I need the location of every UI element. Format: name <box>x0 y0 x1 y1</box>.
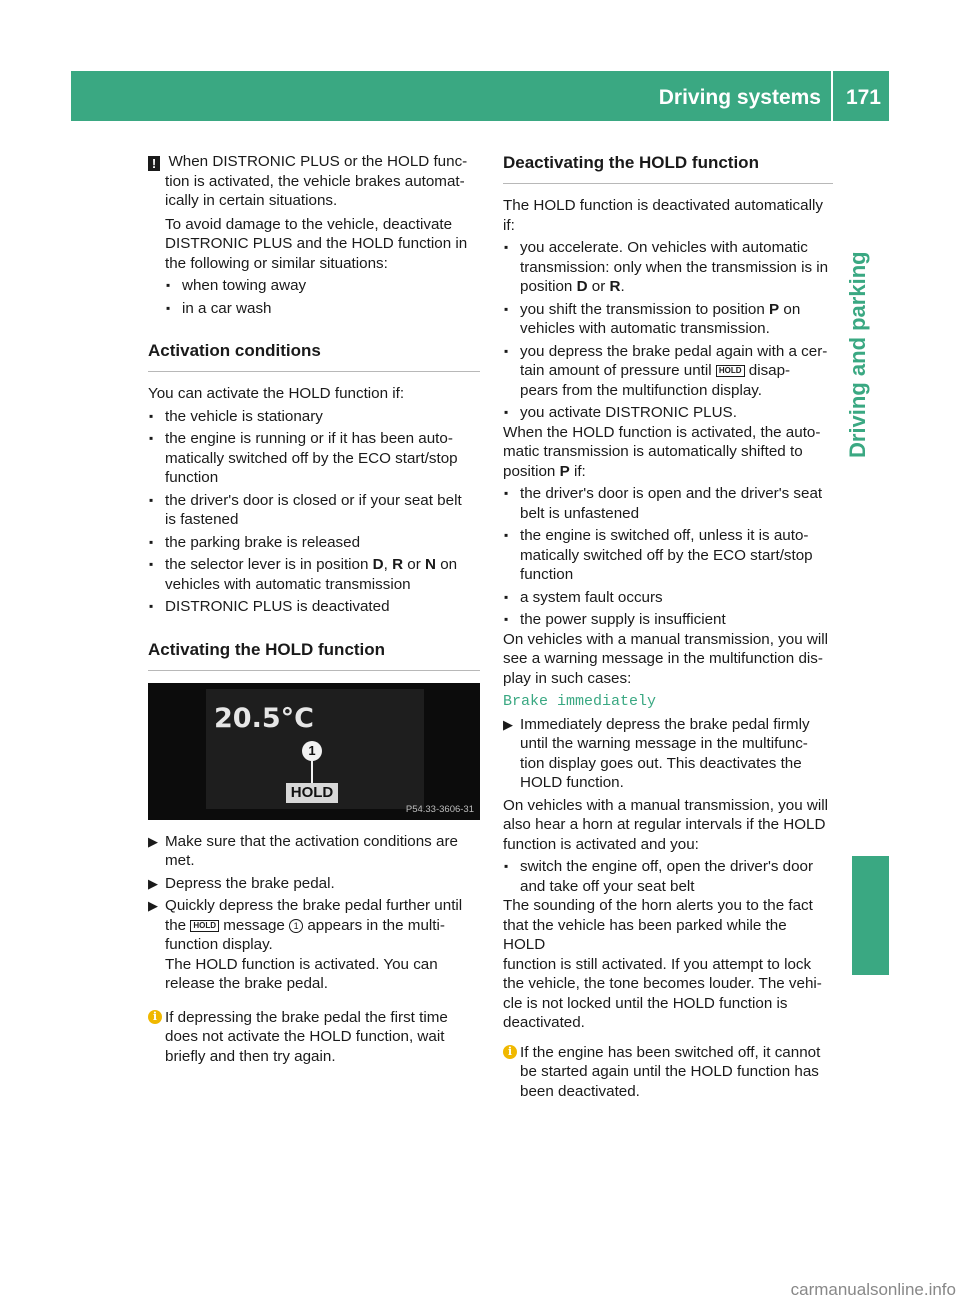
list-item: ▪ you depress the brake pedal again with a cer- tain amount of pressure until HOLD disap- pears from the multifunction display. <box>504 342 828 399</box>
display-message: Brake immediately <box>503 693 657 710</box>
arrow-icon: ▶ <box>148 875 158 891</box>
info-icon: i <box>148 1010 162 1024</box>
page-header <box>71 71 889 121</box>
step-item: ▶ Immediately depress the brake pedal firmly until the warning message in the multifunc- tion display goes out. This deactivates the HOLD function. <box>503 715 810 791</box>
list-item: ▪ the vehicle is stationary <box>149 407 323 425</box>
list-item: ▪ when towing away <box>166 277 307 294</box>
list-item: ▪ the parking brake is released <box>149 533 361 551</box>
arrow-icon: ▶ <box>148 898 158 913</box>
info-note: i If the engine has been switched off, it cannot be started again until the HOLD function has been deactivated. <box>503 1043 833 1102</box>
callout-line <box>311 761 313 783</box>
list-item: ▪ the power supply is insufficient <box>504 611 726 628</box>
step-item: ▶ Quickly depress the brake pedal further until the HOLD message 1 appears in the multi- function display. The HOLD function is activated. You can release the brake pedal. <box>148 897 463 992</box>
list-item: ▪ you accelerate. On vehicles with automatic transmission: only when the transmission is in position D or R. <box>504 239 829 295</box>
step-item: ▶ Make sure that the activation conditions are met. <box>148 832 458 869</box>
heading-activating-hold: Activating the HOLD function <box>148 639 480 671</box>
list-item: ▪ you activate DISTRONIC PLUS. <box>504 404 737 421</box>
list-item: ▪ the engine is switched off, unless it is auto- matically switched off by the ECO start/stop function <box>504 527 813 583</box>
page-number: 171 <box>845 86 881 109</box>
temperature-readout: 20.5°C <box>214 702 314 734</box>
arrow-icon: ▶ <box>148 833 158 849</box>
warning-block: ! When DISTRONIC PLUS or the HOLD func- tion is activated, the vehicle brakes automat- ically in certain situations. To avoid damage to the vehicle, deactivate DISTRONIC PLUS and the HOLD function in the following or similar situations: ▪ when towing away ▪ in a car wash <box>148 152 480 318</box>
section-tab-label: Driving and parking <box>845 251 870 458</box>
figure-code: P54.33-3606-31 <box>405 803 474 815</box>
list-item: ▪ the driver's door is open and the driver's seat belt is unfastened <box>504 485 823 522</box>
section-tab-marker <box>852 856 889 975</box>
list-item: ▪ the selector lever is in position D, R or N on vehicles with automatic transmission <box>149 556 458 593</box>
left-column: ! When DISTRONIC PLUS or the HOLD func- tion is activated, the vehicle brakes automat- ically in certain situations. To avoid damage to the vehicle, deactivate DISTRONIC PLUS and the HOLD function in the following or similar situations: ▪ when towing away ▪ in a car wash Activation conditions You can activate the HOLD function if: ▪ the vehicle is stationary ▪ the engine is running or if it has been auto- matically switched off by the ECO start/stop function ▪ the driver's door is closed or if your seat belt is fastened ▪ the parking brake is released ▪ the selector lever is in position D, R or N on vehicles with automatic transmission ▪ DISTRONIC PLUS is deactivated Activating the HOLD function 20.5°C 1 HOLD P54.33-3606-31 ▶ Make sure that the activation conditions are met. ▶ Depress the brake pedal. ▶ Quickly depress the brake pedal further until the HOLD message 1 appears in the multi- function display. The HOLD function is activated. You can release the brake pedal. i If depressing the brake pedal the first time does not activate the HOLD function, wait briefly and then try again. <box>148 152 480 1066</box>
header-title: Driving systems <box>658 86 821 109</box>
heading-activation-conditions: Activation conditions <box>148 340 480 372</box>
right-column: Deactivating the HOLD function The HOLD function is deactivated automatically if: ▪ you accelerate. On vehicles with automatic transmission: only when the transmission is in position D or R. ▪ you shift the transmission to position P on vehicles with automatic transmission. ▪ you depress the brake pedal again with a cer- tain amount of pressure until HOLD disap- pears from the multifunction display. ▪ you activate DISTRONIC PLUS. When the HOLD function is activated, the auto- matic transmission is automatically shifted to position P if: ▪ the driver's door is open and the driver's seat belt is unfastened ▪ the engine is switched off, unless it is auto- matically switched off by the ECO start/stop function ▪ a system fault occurs ▪ the power supply is insufficient On vehicles with a manual transmission, you will see a warning message in the multifunction dis- play in such cases: Brake immediately ▶ Immediately depress the brake pedal firmly until the warning message in the multifunc- tion display goes out. This deactivates the HOLD function. On vehicles with a manual transmission, you will also hear a horn at regular intervals if the HOLD function is activated and you: ▪ switch the engine off, open the driver's door and take off your seat belt The sounding of the horn alerts you to the fact that the vehicle has been parked while the HOLD function is still activated. If you attempt to lock the vehicle, the tone becomes louder. The vehi- cle is not locked until the HOLD function is deactivated. i If the engine has been switched off, it cannot be started again until the HOLD function has been deactivated. <box>503 152 833 1101</box>
list-item: ▪ in a car wash <box>166 299 272 317</box>
list-item: ▪ you shift the transmission to position P on vehicles with automatic transmission. <box>504 300 801 337</box>
list-item: ▪ the engine is running or if it has been auto- matically switched off by the ECO start/stop function <box>149 430 458 486</box>
list-item: ▪ switch the engine off, open the driver's door and take off your seat belt <box>504 858 814 895</box>
info-icon: i <box>503 1045 517 1059</box>
hold-symbol-icon: HOLD <box>716 365 745 377</box>
header-separator <box>831 71 833 121</box>
step-item: ▶ Depress the brake pedal. <box>148 874 335 892</box>
warning-icon: ! <box>148 156 160 171</box>
callout-marker: 1 <box>302 741 322 761</box>
hold-indicator: HOLD <box>286 783 338 803</box>
info-note: i If depressing the brake pedal the first time does not activate the HOLD function, wait briefly and then try again. <box>148 1008 480 1067</box>
list-item: ▪ the driver's door is closed or if your seat belt is fastened <box>149 491 462 528</box>
callout-icon: 1 <box>289 919 303 933</box>
watermark: carmanualsonline.info <box>790 1280 956 1299</box>
hold-symbol-icon: HOLD <box>190 920 219 932</box>
list-item: ▪ DISTRONIC PLUS is deactivated <box>149 598 390 615</box>
arrow-icon: ▶ <box>503 716 513 732</box>
display-illustration <box>148 683 480 820</box>
heading-deactivating-hold: Deactivating the HOLD function <box>503 152 833 184</box>
list-item: ▪ a system fault occurs <box>504 588 663 606</box>
